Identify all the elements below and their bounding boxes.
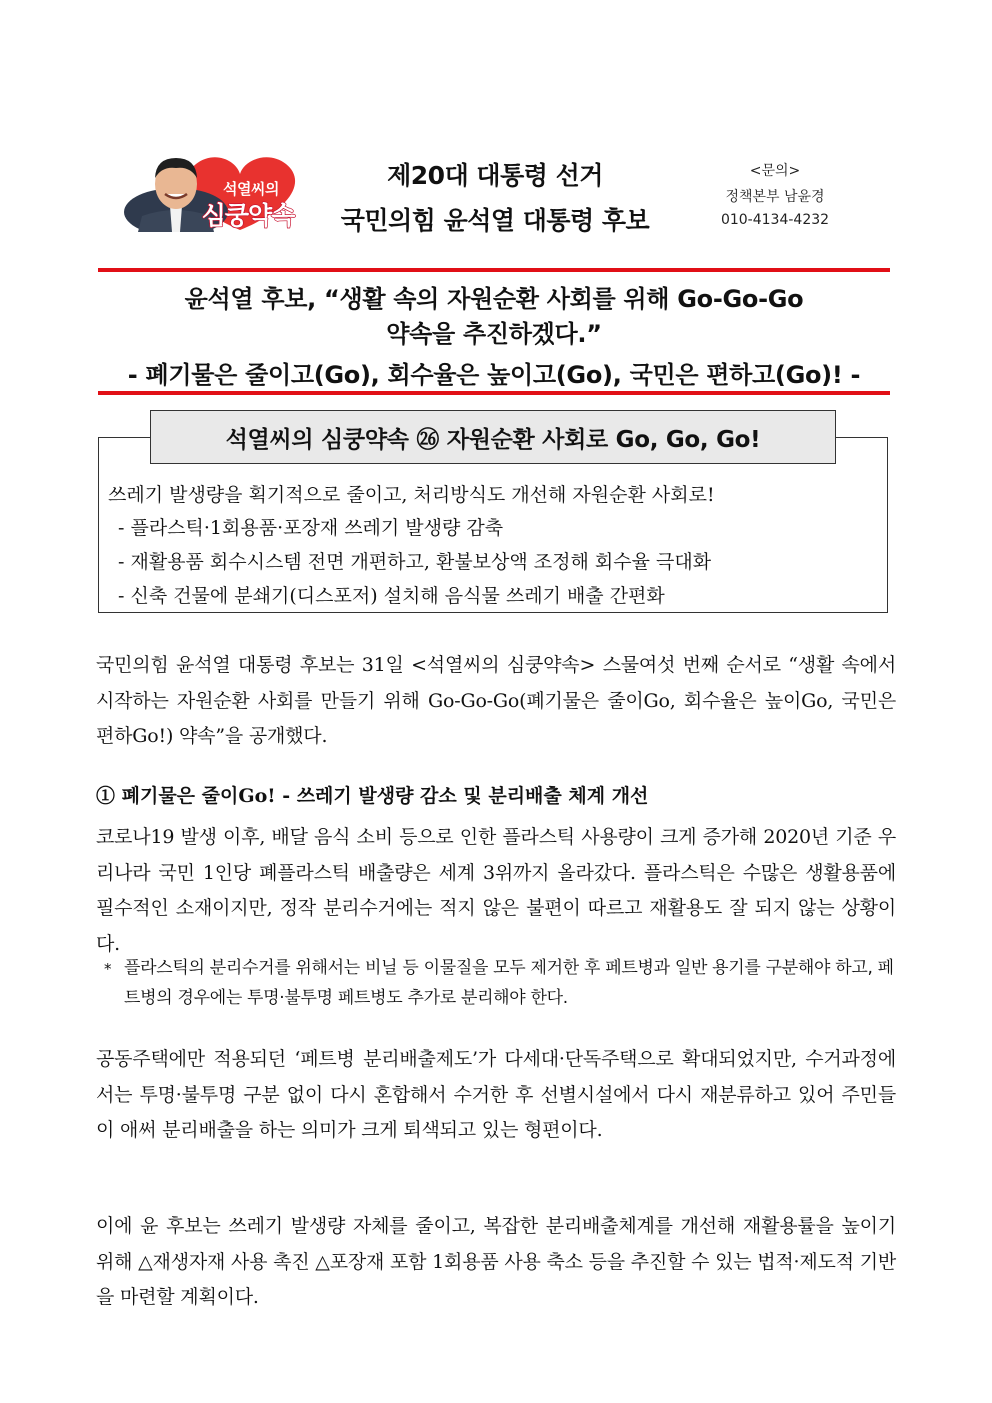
- paragraph-pet: 공동주택에만 적용되던 ‘페트병 분리배출제도’가 다세대·단독주택으로 확대되었지만, 수거과정에서는 투명·불투명 구분 없이 다시 혼합해서 수거한 후 선별시설에서 다시 재분류하고 있어 주민들이 애써 분리배출을 하는 의미가 크게 퇴색되고 있는 형편이다.: [96, 1048, 896, 1141]
- contact-dept: 정책본부 남윤경: [725, 189, 825, 205]
- campaign-logo: [118, 150, 308, 232]
- promise-title: 석열씨의 심쿵약속 ㉖ 자원순환 사회로 Go, Go, Go!: [150, 410, 836, 464]
- logo-main-text: 심쿵약속: [201, 201, 295, 230]
- paragraph-plan: 이에 윤 후보는 쓰레기 발생량 자체를 줄이고, 복잡한 분리배출체계를 개선해 재활용률을 높이기 위해 △재생자재 사용 촉진 △포장재 포함 1회용품 사용 축소 등을 추진할 수 있는 법적·제도적 기반을 마련할 계획이다.: [96, 1215, 897, 1308]
- promise-item: - 플라스틱·1회용품·포장재 쓰레기 발생량 감축: [118, 517, 504, 539]
- logo-top-text: 석열씨의: [223, 180, 279, 198]
- top-red-rule: [98, 268, 890, 272]
- promise-intro: 쓰레기 발생량을 획기적으로 줄이고, 처리방식도 개선해 자원순환 사회로!: [108, 484, 715, 506]
- paragraph-plastic: 코로나19 발생 이후, 배달 음식 소비 등으로 인한 플라스틱 사용량이 크게 증가해 2020년 기준 우리나라 국민 1인당 폐플라스틱 배출량은 세계 3위까지 올라갔다. 플라스틱은 수많은 생활용품에 필수적인 소재이지만, 정작 분리수거에는 적지 않은 불편이 따르고 재활용도 잘 되지 않는 상황이다.: [96, 826, 896, 955]
- headline-line2: 약속을 추진하겠다.”: [386, 320, 602, 348]
- footnote-text: 플라스틱의 분리수거를 위해서는 비닐 등 이물질을 모두 제거한 후 페트병과 일반 용기를 구분해야 하고, 페트병의 경우에는 투명·불투명 페트병도 추가로 분리해야 한다.: [124, 958, 894, 1008]
- header-title-line2: 국민의힘 윤석열 대통령 후보: [340, 206, 650, 235]
- promise-item: - 신축 건물에 분쇄기(디스포저) 설치해 음식물 쓰레기 배출 간편화: [118, 585, 665, 607]
- section-heading: ① 폐기물은 줄이Go! - 쓰레기 발생량 감소 및 분리배출 체계 개선: [96, 785, 649, 807]
- headline-line1: 윤석열 후보, “생활 속의 자원순환 사회를 위해 Go-Go-Go: [184, 285, 804, 313]
- paragraph-intro: 국민의힘 윤석열 대통령 후보는 31일 <석열씨의 심쿵약속> 스물여섯 번째 순서로 “생활 속에서 시작하는 자원순환 사회를 만들기 위해 Go-Go-Go(폐기물은 줄이Go, 회수율은 높이Go, 국민은 편하Go!) 약속”을 공개했다.: [96, 654, 896, 747]
- contact-phone: 010-4134-4232: [720, 212, 830, 228]
- header-title-line1: 제20대 대통령 선거: [387, 161, 603, 190]
- bottom-red-rule: [98, 391, 890, 395]
- promise-item: - 재활용품 회수시스템 전면 개편하고, 환불보상액 조정해 회수율 극대화: [118, 551, 712, 573]
- contact-label: <문의>: [749, 163, 801, 179]
- headline-subline: - 폐기물은 줄이고(Go), 회수율은 높이고(Go), 국민은 편하고(Go)! -: [127, 361, 861, 389]
- note-marker: *: [104, 960, 112, 978]
